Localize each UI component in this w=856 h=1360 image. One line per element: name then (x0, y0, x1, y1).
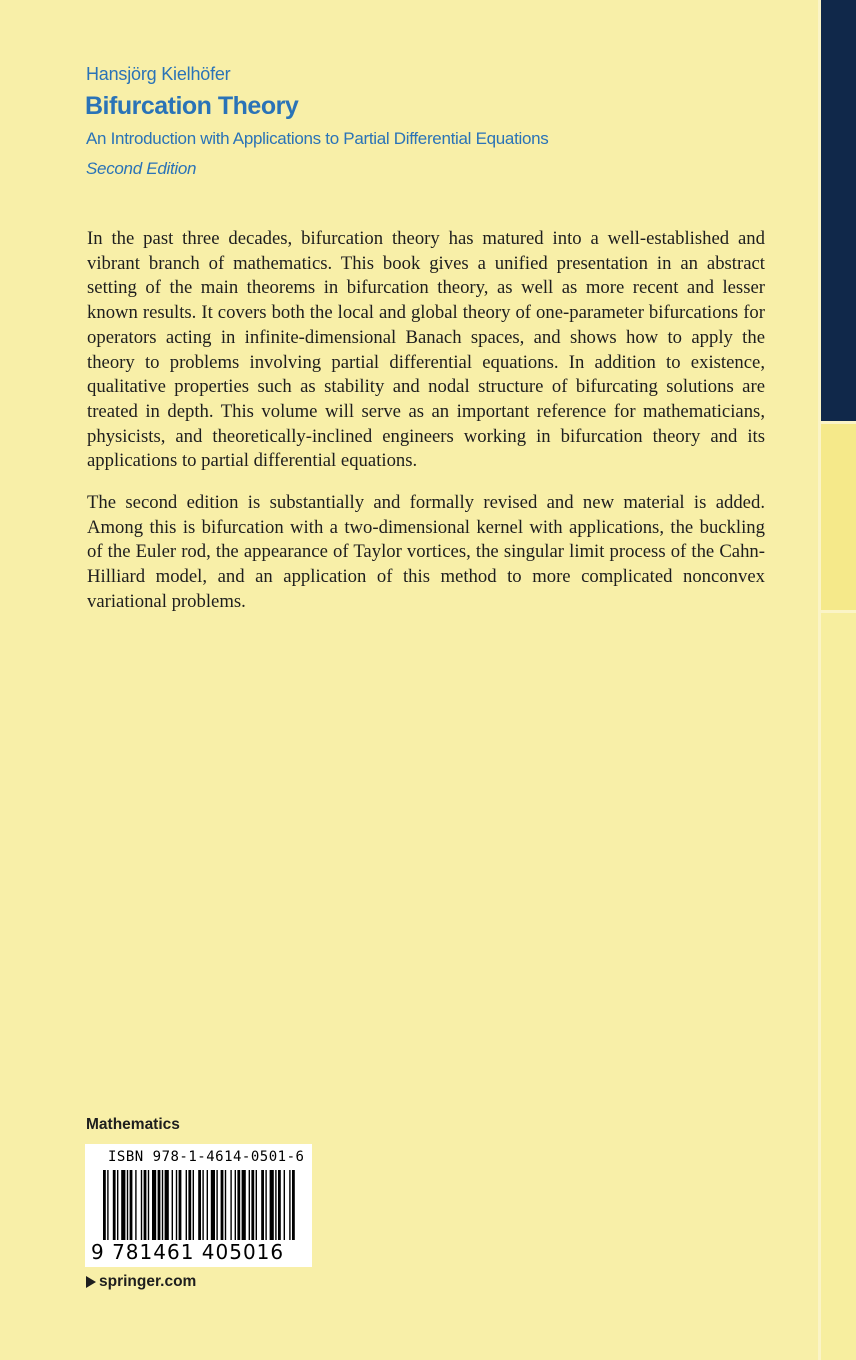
book-subtitle: An Introduction with Applications to Partial Differential Equations (86, 129, 549, 148)
book-title: Bifurcation Theory (85, 92, 299, 120)
barcode-bars-icon (103, 1170, 295, 1250)
author-name: Hansjörg Kielhöfer (86, 64, 231, 84)
publisher-website: springer.com (99, 1273, 197, 1290)
arrow-right-icon (86, 1276, 96, 1288)
description-paragraph-2: The second edition is substantially and formally revised and new material is added. Among this is bifurcation with a two-dimensional kernel with applications, the buckling of the Euler rod, the appearance of Taylor vortices, the singular limit process of the Cahn-Hilliard model, and an application of this method to more complicated nonconvex variational problems. (87, 492, 765, 612)
publisher-link[interactable] (86, 1273, 196, 1291)
book-edition: Second Edition (86, 159, 197, 178)
isbn-barcode (85, 1144, 312, 1267)
spine-yellow-stripe (821, 424, 856, 610)
subject-label: Mathematics (86, 1116, 180, 1133)
spine-yellow-stripe (821, 613, 856, 1360)
ean-digits: 9 781461 405016 (91, 1240, 285, 1264)
isbn-label: ISBN 978-1-4614-0501-6 (108, 1149, 305, 1165)
spine-navy-stripe (821, 0, 856, 421)
description-paragraph-1: In the past three decades, bifurcation theory has matured into a well-established and vibrant branch of mathematics. This book gives a unified presentation in an abstract setting of the main theorems in bifurcation theory, as well as more recent and lesser known results. It covers both the local and global theory of one-parameter bifurcations for operators acting in infinite-dimensional Banach spaces, and shows how to apply the theory to problems involving partial differential equations. In addition to existence, qualitative properties such as stability and nodal structure of bifurcating solutions are treated in depth. This volume will serve as an important reference for mathematicians, physicists, and theoretically-inclined engineers working in bifurcation theory and its applications to partial differential equations. (87, 228, 765, 472)
